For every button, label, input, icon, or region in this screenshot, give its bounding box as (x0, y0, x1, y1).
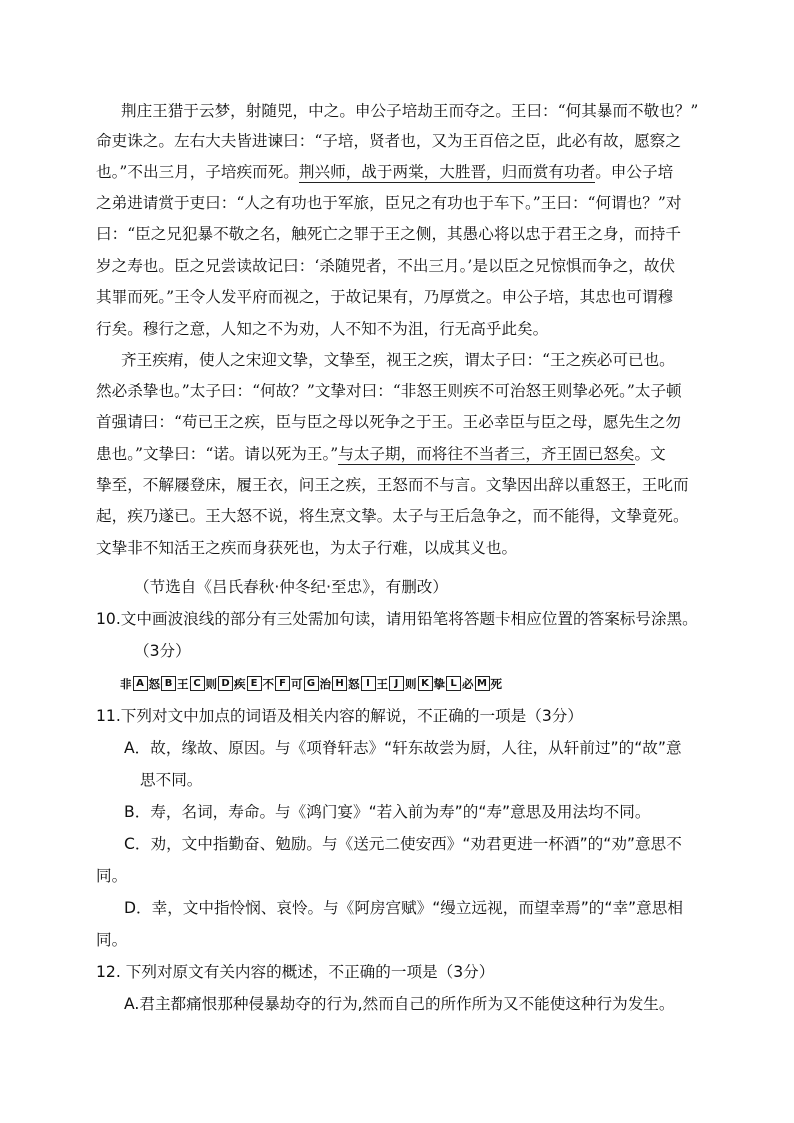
answer-box-d[interactable]: D (218, 676, 233, 691)
passage2-line6: 起，疾乃遂已。王大怒不说，将生烹文挚。太子与王后急争之，而不能得，文挚竟死。 (96, 507, 689, 525)
passage-source: （节选自《吕氏春秋·仲冬纪·至忠》，有删改） (134, 578, 448, 596)
question-11-option-b: B．寿，名词，寿命。与《鸿门宴》“若入前为寿”的“寿”意思及用法均不同。 (124, 803, 651, 821)
sentence-character: 可 (291, 676, 303, 691)
sentence-character: 疾 (234, 676, 246, 691)
passage2-line3: 首强请曰：“苟已王之疾，臣与臣之母以死争之于王。王必幸臣与臣之母，愿先生之勿 (96, 413, 681, 431)
question-11-option-d: D．幸，文中指怜悯、哀怜。与《阿房宫赋》“缦立远视，而望幸焉”的“幸”意思相 (124, 899, 683, 917)
answer-box-c[interactable]: C (190, 676, 205, 691)
translation-underlined-sentence: 荆兴师，战于两棠，大胜晋，归而赏有功者 (298, 163, 596, 181)
passage1-line2: 命吏诛之。左右大夫皆进谏曰：“子培，贤者也，又为王百倍之臣，此必有故，愿察之 (96, 132, 681, 150)
sentence-character: 不 (262, 676, 274, 691)
passage1-line3-end: 。申公子培 (595, 163, 674, 181)
answer-box-l[interactable]: L (446, 676, 461, 691)
passage1-line1: 荆庄王猎于云梦，射随兕，中之。申公子培劫王而夺之。王曰：“何其暴而不敬也？” (121, 102, 699, 120)
question-10-answer-boxes (120, 675, 502, 692)
question-12-stem: 12. 下列对原文有关内容的概述，不正确的一项是（3分） (96, 963, 495, 981)
question-10-score: （3分） (134, 642, 191, 660)
question-11-option-c-cont: 同。 (96, 867, 128, 885)
question-10-stem: 10.文中画波浪线的部分有三处需加句读，请用铅笔将答题卡相应位置的答案标号涂黑。 (96, 610, 698, 628)
answer-box-b[interactable]: B (161, 676, 176, 691)
question-11-stem: 11.下列对文中加点的词语及相关内容的解说，不正确的一项是（3分） (96, 707, 583, 725)
passage1-line8: 行矣。穆行之意，人知之不为劝，人不知不为沮，行无高乎此矣。 (96, 320, 549, 338)
sentence-character: 怒 (148, 676, 160, 691)
passage1-line3 (96, 161, 673, 183)
sentence-character: 必 (462, 676, 474, 691)
question-11-option-a: A．故，缘故、原因。与《项脊轩志》“轩东故尝为厨，人往，从轩前过”的“故”意 (124, 739, 682, 757)
sentence-character: 则 (205, 676, 217, 691)
passage2-line4 (96, 443, 666, 465)
sentence-character: 怒 (348, 676, 360, 691)
sentence-character: 死 (490, 676, 502, 691)
passage2-line4-end: 。文 (634, 445, 666, 463)
answer-box-a[interactable]: A (133, 676, 148, 691)
answer-box-k[interactable]: K (418, 676, 433, 691)
question-11-option-c: C．劝，文中指勤奋、勉励。与《送元二使安西》“劝君更进一杯酒”的“劝”意思不 (124, 835, 682, 853)
sentence-character: 王 (376, 676, 388, 691)
answer-box-h[interactable]: H (332, 676, 347, 691)
question-11-option-a-cont: 思不同。 (140, 771, 203, 789)
sentence-character: 非 (120, 676, 132, 691)
passage1-line4: 之弟进请赏于吏曰：“人之有功也于军旅，臣兄之有功也于车下。”王曰：“何谓也？”对 (96, 194, 682, 212)
passage1-line5: 曰：“臣之兄犯暴不敬之名，触死亡之罪于王之侧，其愚心将以忠于君王之身，而持千 (96, 225, 681, 243)
sentence-character: 王 (177, 676, 189, 691)
answer-box-j[interactable]: J (389, 676, 404, 691)
sentence-character: 治 (319, 676, 331, 691)
passage2-line1: 齐王疾痏，使人之宋迎文挚，文挚至，视王之疾，谓太子曰：“王之疾必可已也。 (121, 351, 675, 369)
answer-box-m[interactable]: M (475, 676, 490, 691)
passage2-line7: 文挚非不知活王之疾而身获死也，为太子行难，以成其义也。 (96, 539, 518, 557)
passage1-line6: 岁之寿也。臣之兄尝读故记曰：‘杀随兕者，不出三月。’是以臣之兄惊惧而争之，故伏 (96, 257, 676, 275)
passage2-line2: 然必杀挚也。”太子曰：“何故？”文挚对曰：“非怒王则疾不可治怒王则挚必死。”太子顿 (96, 382, 682, 400)
question-11-option-d-cont: 同。 (96, 931, 128, 949)
sentence-character: 则 (405, 676, 417, 691)
sentence-character: 挚 (433, 676, 445, 691)
question-12-option-a: A.君主都痛恨那种侵暴劫夺的行为,然而自己的所作所为又不能使这种行为发生。 (124, 995, 675, 1013)
passage1-line3-start: 也。”不出三月，子培疾而死。 (96, 163, 299, 181)
answer-box-i[interactable]: I (361, 676, 376, 691)
passage2-line4-start: 患也。”文挚曰：“诺。请以死为王。” (96, 445, 339, 463)
passage2-line5: 挚至，不解屦登床，履王衣，问王之疾，王怒而不与言。文挚因出辞以重怒王，王叱而 (96, 476, 689, 494)
passage1-line7: 其罪而死。”王令人发平府而视之，于故记果有，乃厚赏之。申公子培，其忠也可谓穆 (96, 288, 674, 306)
answer-box-f[interactable]: F (275, 676, 290, 691)
translation-underlined-sentence-2: 与太子期，而将往不当者三，齐王固已怒矣 (338, 445, 635, 463)
answer-box-g[interactable]: G (304, 676, 319, 691)
answer-box-e[interactable]: E (247, 676, 262, 691)
